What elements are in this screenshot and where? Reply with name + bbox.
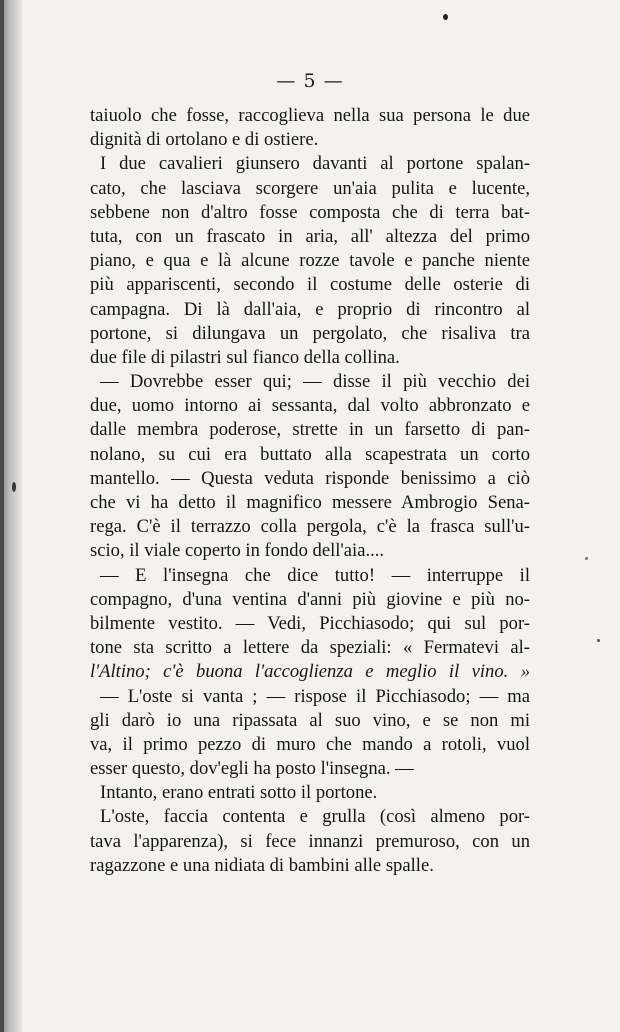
text-line: dignità di ortolano e di ostiere. [90,129,319,151]
ink-speck [597,639,600,642]
text-line: più appariscenti, secondo il costume delle osterie di [90,274,530,296]
text-line: esser questo, dov'egli ha posto l'insegna. — [90,758,414,780]
text-line: cato, che lasciava scorgere un'aia pulita e lucente, [90,177,530,199]
text-line: rega. C'è il terrazzo colla pergola, c'è la frasca sull'u- [90,516,530,538]
text-line: campagna. Di là dall'aia, e proprio di rincontro al [90,298,530,320]
text-line: Intanto, erano entrati sotto il portone. [100,782,378,804]
text-line: sebbene non d'altro fosse composta che di terra bat- [90,201,530,223]
text-line: taiuolo che fosse, raccoglieva nella sua persona le due [90,105,530,126]
text-line: scio, il viale coperto in fondo dell'aia.... [90,540,385,562]
text-line: tuta, con un frascato in aria, all' altezza del primo [90,225,530,247]
text-line: — E l'insegna che dice tutto! — interruppe il [100,564,530,586]
text-line: ragazzone e una nidiata di bambini alle spalle. [90,854,434,876]
text-line: due, uomo intorno ai sessanta, dal volto abbronzato e [90,395,530,417]
text-line: — L'oste si vanta ; — rispose il Picchiasodo; — ma [100,685,530,707]
text-line: bilmente vestito. — Vedi, Picchiasodo; qui sul por- [90,612,530,634]
page-number: — 5 — [276,70,344,92]
text-line: — Dovrebbe esser qui; — disse il più vecchio dei [100,371,530,393]
text-line: piano, e qua e là alcune rozze tavole e panche niente [90,250,530,272]
text-line: nolano, su cui era buttato alla scapestrata un corto [90,443,530,465]
text-line: va, il primo pezzo di muro che mando a rotoli, vuol [90,733,530,755]
text-line: gli darò io una ripassata al suo vino, e se non mi [90,709,530,731]
page-gutter-edge [0,0,4,1032]
text-line: tava l'apparenza), si fece innanzi premuroso, con un [90,830,530,852]
text-line: dalle membra poderose, strette in un farsetto di pan- [90,419,530,441]
text-line: portone, si dilungava un pergolato, che risaliva tra [90,322,530,344]
ink-speck [443,14,448,20]
text-line: L'oste, faccia contenta e grulla (così almeno por- [100,806,530,828]
text-line: tone sta scritto a lettere da speziali: « Fermatevi al- [90,637,530,659]
text-line: mantello. — Questa veduta risponde benissimo a ciò [90,467,530,489]
body-text [90,104,530,878]
text-line: compagno, d'una ventina d'anni più giovine e più no- [90,588,530,610]
text-line: I due cavalieri giunsero davanti al portone spalan- [100,153,530,175]
text-line: l'Altino; c'è buona l'accoglienza e meglio il vino. » [90,661,530,683]
text-line: due file di pilastri sul fianco della collina. [90,346,400,368]
ink-speck [585,557,588,560]
ink-speck [12,482,16,492]
text-line: che vi ha detto il magnifico messere Ambrogio Sena- [90,492,530,513]
